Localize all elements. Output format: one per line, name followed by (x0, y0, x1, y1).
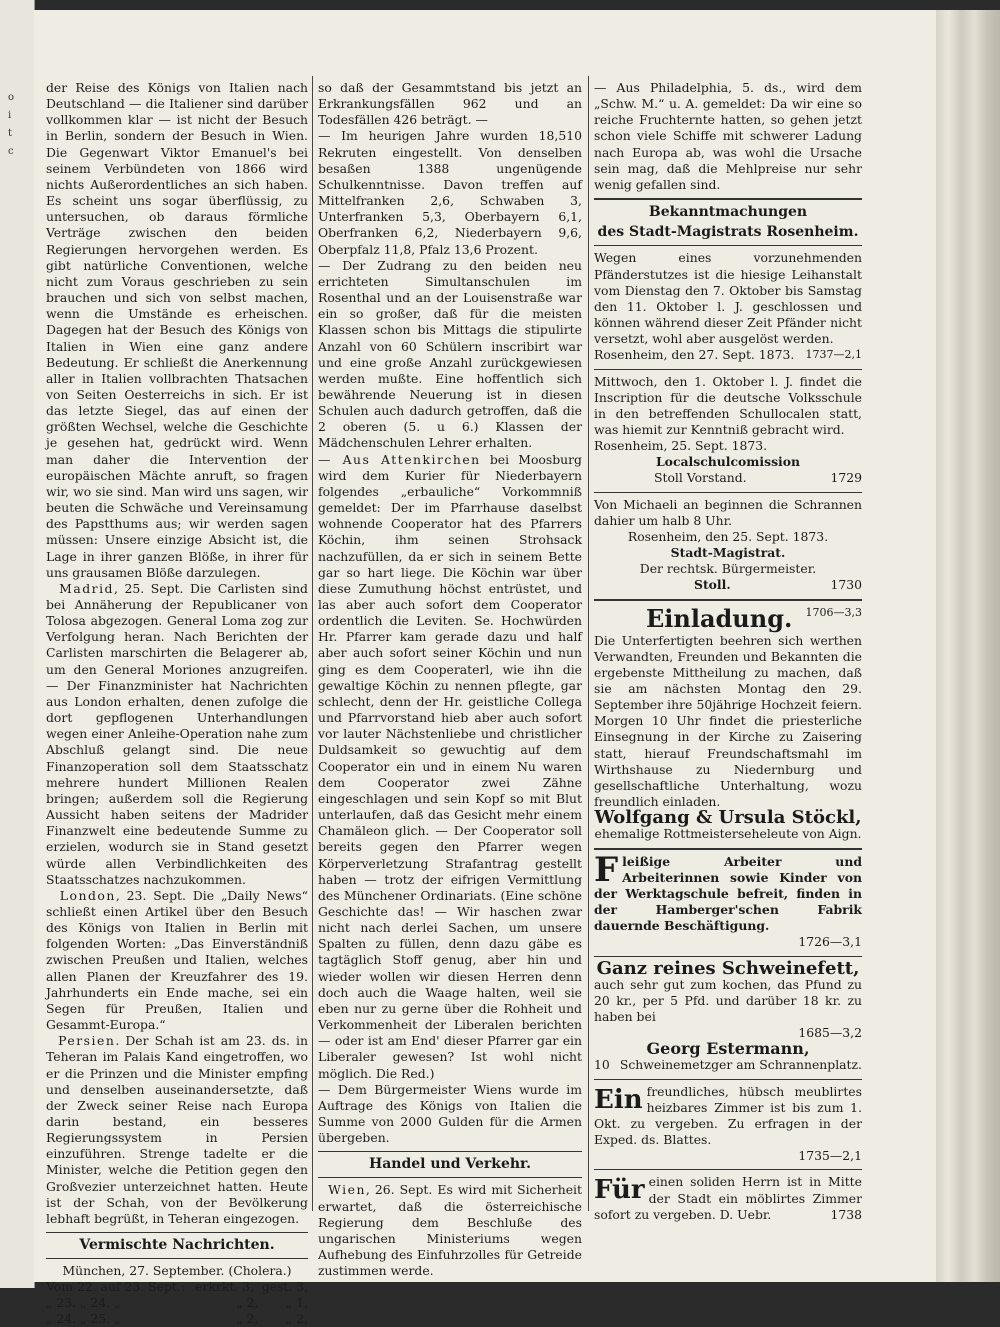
ad-invitation: Die Unterfertigten beehren sich werthen Verwandten, Freunden und Bekannten die ergebenste Mittheilung zu machen, daß sie am nächsten Montag den 29. September ihre 50jährige Hochzeit feiern. Morgen 10 Uhr findet die priesterliche Einsegnung in der Kirche zu Zaisering statt, hierauf Freundschaftsmahl im Wirthshause zu Niedernburg und gesellschaftliche Unterhaltung, wozu freundlich einladen. (594, 632, 862, 810)
section-heading-misc: Vermischte Nachrichten. (79, 1237, 275, 1254)
article-persia: Persien. Der Schah ist am 23. ds. in Teheran im Palais Kand eingetroffen, wo er die Prinzen und die Minister empfing und denselben auseinandersetzte, daß der Zweck seiner Reise nach Europa darin bestand, ein besseres Regierungssystem in Persien einzuführen. Strenge tadelte er die Minister, welche die Petition gegen den Großvezier unterzeichnet hatten. Heute ist der Schah, von der Bevölkerung lebhaft begrüßt, in Teheran eingezogen. (46, 1033, 308, 1226)
cholera-heading: München, 27. September. (Cholera.) (62, 1263, 292, 1279)
ad-pawnshop: Wegen eines vorzunehmenden Pfänderstutzes ist die hiesige Leihanstalt vom Dienstag den 7. Oktober bis Samstag den 11. Oktober l. J. geschlossen und können während dieser Zeit Pfänder nicht versetzt, wohl aber ausgelöst werden. (594, 250, 862, 347)
announcements-heading: Bekanntmachungen (648, 204, 808, 221)
ad-invitation-signature: Wolfgang & Ursula Stöckl, (594, 807, 862, 829)
announcements-subheading: des Stadt-Magistrats Rosenheim. (597, 224, 859, 241)
ad-factory: F leißige Arbeiter und Arbeiterinnen sowie Kinder von der Werktagschule befreit, finden in der Hamberger'schen Fabrik dauernde Beschäftigung. 1726—3,1 (594, 849, 862, 950)
article-philadelphia: — Aus Philadelphia, 5. ds., wird dem „Schw. M.“ u. A. gemeldet: Da wir eine so reiche Fruchternte hatten, so gehen jetzt schon viele Schiffe mit schwerer Ladung nach Europa ab, was wohl die Ursache sein mag, daß die Mehlpreise nur sehr wenig gefallen sind. (594, 80, 862, 192)
ad-room-gentleman: Für einen soliden Herrn ist in Mitte der Stadt ein möblirtes Zimmer sofort zu vergeben. D. Uebr. 1738 (594, 1174, 862, 1222)
article-schools: — Der Zudrang zu den beiden neu errichteten Simultanschulen im Rosenthal und an der Louisenstraße war ein so großer, daß für die meisten Klassen schon bis Mittags die stipulirte Anzahl von 60 Schülern inscribirt war und eine große Anzahl zurückgewiesen werden mußte. Eine hoffentlich sich bewährende Neuerung ist in diesen Schulen auch dadurch getroffen, daß die 2 oberen (5. u 6.) Klassen der Mädchenschulen Lehrer erhalten. (318, 257, 582, 451)
ad-school: Mittwoch, den 1. Oktober l. J. findet die Inscription für die deutsche Volksschule in den betreffenden Schullocalen statt, was hiemit zur Kenntniß gebracht wird. (594, 373, 862, 437)
ad-lard-heading: Ganz reines Schweinefett, (596, 957, 860, 979)
ad-lard: auch sehr gut zum kochen, das Pfund zu 20 kr., per 5 Pfd. und darüber 18 kr. zu haben bei (594, 976, 862, 1024)
article-vienna-mayor: — Dem Bürgermeister Wiens wurde im Auftrage des Königs von Italien die Summe von 2000 Gulden für die Armen übergeben. (318, 1081, 582, 1146)
column-rule (588, 76, 589, 1211)
article-cholera-total: so daß der Gesammtstand bis jetzt an Erkrankungsfällen 962 und an Todesfällen 426 beträgt. — (318, 80, 582, 128)
margin-letter: o (8, 92, 15, 103)
margin-letter: c (8, 146, 14, 157)
ad-invitation-header: Einladung. 1706—3,3 (646, 603, 862, 633)
column-3: — Aus Philadelphia, 5. ds., wird dem „Schw. M.“ u. A. gemeldet: Da wir eine so reiche Fruchternte hatten, so gehen jetzt schon viele Schiffe mit schwerer Ladung nach Europa ab, was wohl die Ursache sein mag, daß die Mehlpreise nur sehr wenig gefallen sind. Bekanntmachungen des Stadt-Magistrats Rosenheim. Wegen eines vorzunehmenden Pfänderstutzes ist die hiesige Leihanstalt vom Dienstag den 7. Oktober bis Samstag den 11. Oktober l. J. geschlossen und können während dieser Zeit Pfänder nicht versetzt, wohl aber ausgelöst werden. Rosenheim, den 27. Sept. 1873. 1737—2,1 Mittwoch, den 1. Oktober l. J. findet die Inscription für die deutsche Volksschule in den betreffenden Schullocalen statt, was hiemit zur Kenntniß gebracht wird. Rosenheim, 25. Sept. 1873. Localschulcomission Stoll Vorstand. 1729 Von Michaeli an beginnen die Schrannen dahier um halb 8 Uhr. Rosenheim, den 25. Sept. 1873. Stadt-Magistrat. Der rechtsk. Bürgermeister. Stoll. 1730 Einladung. 1706—3,3 Die Unterfertigten beehren sich werthen Verwandten, Freunden und Bekannten die ergebenste Mittheilung zu machen, daß sie am nächsten Montag den 29. September ihre 50jährige Hochzeit feiern. Morgen 10 Uhr findet die priesterliche Einsegnung in der Kirche zu Zaisering statt, hierauf Freundschaftsmahl im Wirthshause zu Niedernburg und gesellschaftliche Unterhaltung, wozu freundlich einladen. Wolfgang & Ursula Stöckl, ehemalige Rottmeisterseheleute von Aign. F leißige Arbeiter und Arbeiterinnen sowie Kinder von der Werktagschule befreit, finden in der Hamberger'schen Fabrik dauernde Beschäftigung. 1726—3,1 Ganz reines Schweinefett, auch sehr gut zum kochen, das Pfund zu 20 kr., per 5 Pfd. und darüber 18 kr. zu haben bei 1685—3,2 Georg Estermann, 10 Schweinemetzger am Schrannenplatz. Ein freundliches, hübsch meublirtes heizbares Zimmer ist bis zum 1. Okt. zu vergeben. Zu erfragen in der Exped. ds. Blattes. 1735—2,1 Für einen soliden Herrn ist in Mitte der Stadt ein möblirtes Zimmer sofort zu vergeben. D. Uebr. 1738 (594, 80, 862, 1222)
book-spine (936, 10, 1000, 1282)
table-row: Vom 22. auf 23. Sept.: erkrkt. 3, gest. 3, (46, 1279, 308, 1295)
article-vienna-trade: Wien, 26. Sept. Es wird mit Sicherheit erwartet, daß die österreichische Regierung dem Beschluße des ungarischen Ministeriums wegen Aufhebung des Einfuhrzolles für Getreide zustimmen werde. (318, 1182, 582, 1279)
margin-letter: i (8, 110, 12, 121)
article-italy: der Reise des Königs von Italien nach Deutschland — die Italiener sind darüber vollkommen klar — ist nicht der Besuch in Berlin, sondern der Besuch in Wien. Die Gegenwart Viktor Emanuel's bei seinem Verbündeten von 1866 wird nichts Außerordentliches an sich haben. Es scheint uns sogar überflüssig, zu untersuchen, ob daraus förmliche Verträge zwischen den beiden Regierungen hervorgehen werden. Es gibt natürliche Conventionen, welche nicht zum Voraus geschrieben zu sein brauchen und sich von selbst machen, wenn die Umstände es erheischen. Dagegen hat der Besuch des Königs von Italien in Wien eine ganz andere Bedeutung. Er schließt die Anerkennung aller in Italien vollbrachten Thatsachen von Seiten Oesterreichs in sich. Er ist das letzte Siegel, das auf einen der größten Wechsel, welche die Geschichte je gesehen hat, gedrückt wird. Wenn man daher die Intervention der europäischen Mächte anruft, so fragen wir, wo sie sind. Man wird uns sagen, wir beuten die Schwäche und Vereinsamung des Papstthums aus; wir werden sagen müssen: Unsere einzige Absicht ist, die Lage in ihrer ganzen Blöße, in ihrer für uns grausamen Blöße darzulegen. (46, 80, 308, 580)
cholera-table (46, 1279, 308, 1327)
section-heading-trade: Handel und Verkehr. (369, 1156, 531, 1173)
column-1 (46, 80, 308, 1327)
ad-schrannen: Von Michaeli an beginnen die Schrannen dahier um halb 8 Uhr. (594, 496, 862, 528)
ad-pawnshop-footer: Rosenheim, den 27. Sept. 1873. 1737—2,1 (594, 347, 862, 363)
ad-school-signature: Localschulcomission (655, 454, 801, 470)
article-madrid: Madrid, 25. Sept. Die Carlisten sind bei Annäherung der Republicaner von Tolosa abgezogen. General Loma zog zur Verfolgung heran. Nach Berichten der Carlisten marschirten die Belagerer ab, um den General Moriones anzugreifen. — Der Finanzminister hat Nachrichten aus London erhalten, denen zufolge die dort gepflogenen Unterhandlungen wegen einer Anleihe-Operation nahe zum Abschluß gelangt sind. Die neue Finanzoperation soll dem Staatsschatz mehrere hundert Millionen Realen bringen; außerdem soll die Regierung Aussicht haben seitens der Madrider Finanzwelt eine bedeutende Summe zu erzielen, wodurch sie in Stand gesetzt würde allen Verbindlichkeiten des Staatsschatzes nachzukommen. (46, 580, 308, 887)
table-row: „ 24. „ 25. „ „ 2, „ 2, (46, 1311, 308, 1327)
article-attenkirchen: — Aus Attenkirchen bei Moosburg wird dem Kurier für Niederbayern folgendes „erbauliche“ Vorkommniß gemeldet: Der im Pfarrhause daselbst wohnende Cooperator hat des Pfarrers Köchin, ihm seinen Strohsack nachzufüllen, da er sich in seinem Bette gar so hart liege. Die Köchin war über diese Zumuthung höchst entrüstet, und las aber auch sofort dem Cooperator ordentlich die Leviten. Se. Hochwürden Hr. Pfarrer kam gerade dazu und half aber auch sofort seiner Köchin und nun ging es dem Cooperaterl, wie ihn die gewaltige Köchin zu nennen pflegte, gar schlecht, denn der Hr. geistliche Collega und Pfarrvorstand hieb aber auch sofort vor lauter Nächstenliebe und christlicher Duldsamkeit so gewuchtig auf dem Cooperator ein und in einem Nu waren dem Cooperator zwei Zähne eingeschlagen und sein Kopf so mit Blut unterlaufen, daß das Gesicht mehr einem Chamäleon glich. — Der Cooperator soll bereits gegen den Pfarrer wegen Körperverletzung Strafantrag gestellt haben — trotz der eifrigen Vermittlung des Münchener Ordinariats. (Eine schöne Geschichte das! — Wir haschen zwar nicht nach derlei Sachen, um unsere Spalten zu füllen, denn dazu gäbe es tagtäglich Stoff genug, aber hin und wieder wollen wir diesen Herren denn doch auch die Waage halten, weil sie eben nur zu gerne über die Rohheit und Verkommenheit der Liberalen berichten — oder ist am End' dieser Pfarrer gar ein Liberaler gewesen? Ist wohl nicht möglich. Die Red.) (318, 451, 582, 1081)
article-recruits: — Im heurigen Jahre wurden 18,510 Rekruten eingestellt. Von denselben besaßen 1388 ungenügende Schulkenntnisse. Davon treffen auf Mittelfranken 2,6, Schwaben 3, Unterfranken 5,3, Oberbayern 6,1, Oberfranken 6,2, Niederbayern 9,6, Oberpfalz 11,8, Pfalz 13,6 Prozent. (318, 128, 582, 257)
ad-room: Ein freundliches, hübsch meublirtes heizbares Zimmer ist bis zum 1. Okt. zu vergeben. Zu erfragen in der Exped. ds. Blattes. 1735—2,1 (594, 1083, 862, 1164)
article-london: London, 23. Sept. Die „Daily News“ schließt einen Artikel über den Besuch des Königs von Italien in Berlin mit folgenden Worten: „Das Einverständniß zwischen Preußen und Italien, welches allen Planen der Kreuzfahrer des 19. Jahrhunderts ein Ende mache, sei ein Segen für Preußen, Italien und Gesammt-Europa.“ (46, 887, 308, 1033)
margin-letter: t (8, 128, 13, 139)
table-row: „ 23. „ 24. „ „ 2, „ 1, (46, 1295, 308, 1311)
column-rule (312, 76, 313, 1211)
column-2 (318, 80, 582, 1279)
adjacent-page-edge (0, 0, 35, 1288)
